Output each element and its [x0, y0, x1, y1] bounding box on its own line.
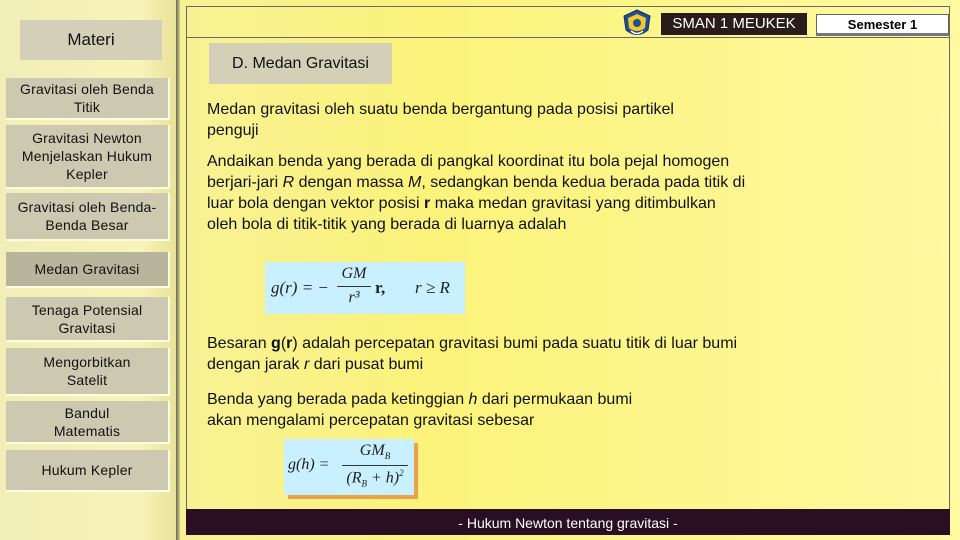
eq1-condition: r ≥ R [415, 278, 450, 297]
sidebar-item-bandul-matematis[interactable]: Bandul Matematis [6, 401, 170, 444]
school-name: SMAN 1 MEUKEK [661, 13, 807, 35]
eq2-fraction-bar [342, 465, 408, 466]
sidebar-item-hukum-kepler-newton[interactable]: Gravitasi Newton Menjelaskan Hukum Kepler [6, 125, 170, 189]
eq1-numerator: GM [341, 265, 367, 282]
paragraph-1: Medan gravitasi oleh suatu benda bergantung pada posisi partikel penguji [207, 101, 674, 139]
sidebar-item-benda-besar[interactable]: Gravitasi oleh Benda-Benda Besar [6, 193, 170, 241]
school-emblem-icon [621, 9, 653, 39]
eq2-denominator: $(R_B + h)^2$ [346, 468, 404, 489]
eq1-denominator: r³ [348, 289, 360, 306]
eq1-lhs: g(r) = − [271, 278, 329, 297]
equation-gravity-at-height [284, 439, 414, 495]
paragraph-3: Besaran g(r) adalah percepatan gravitasi bumi pada suatu titik di luar bumi dengan jarak r dari pusat bumi [207, 335, 738, 373]
eq1-vector-r: r, [375, 278, 386, 297]
paragraph-2: Andaikan benda yang berada di pangkal koordinat itu bola pejal homogen berjari-jari R dengan massa M, sedangkan benda kedua berada pada titik di luar bola dengan vektor posisi r maka medan gravitasi yang ditimbulkan oleh bola di titik-titik yang berada di luarnya adalah [207, 153, 746, 233]
sidebar-divider [176, 0, 180, 540]
sidebar-item-gravitasi-benda-titik[interactable]: Gravitasi oleh Benda Titik [6, 78, 170, 120]
equation-gravitational-field [265, 262, 465, 314]
semester-badge: Semester 1 [816, 14, 949, 36]
sidebar-item-medan-gravitasi[interactable]: Medan Gravitasi [6, 252, 170, 288]
footer-bar: - Hukum Newton tentang gravitasi - [186, 509, 950, 535]
eq1-fraction-bar [337, 286, 371, 287]
sidebar-title: Materi [20, 20, 162, 60]
sidebar-item-tenaga-potensial[interactable]: Tenaga Potensial Gravitasi [6, 297, 170, 342]
sidebar-item-hukum-kepler[interactable]: Hukum Kepler [6, 450, 170, 492]
section-title: D. Medan Gravitasi [209, 43, 392, 84]
eq2-numerator: $GM_B$ [359, 442, 391, 462]
sidebar-item-mengorbitkan-satelit[interactable]: Mengorbitkan Satelit [6, 348, 170, 396]
eq2-lhs: g(h) = [288, 456, 330, 473]
paragraph-4: Benda yang berada pada ketinggian h dari permukaan bumi akan mengalami percepatan gravitasi sebesar [207, 391, 633, 429]
